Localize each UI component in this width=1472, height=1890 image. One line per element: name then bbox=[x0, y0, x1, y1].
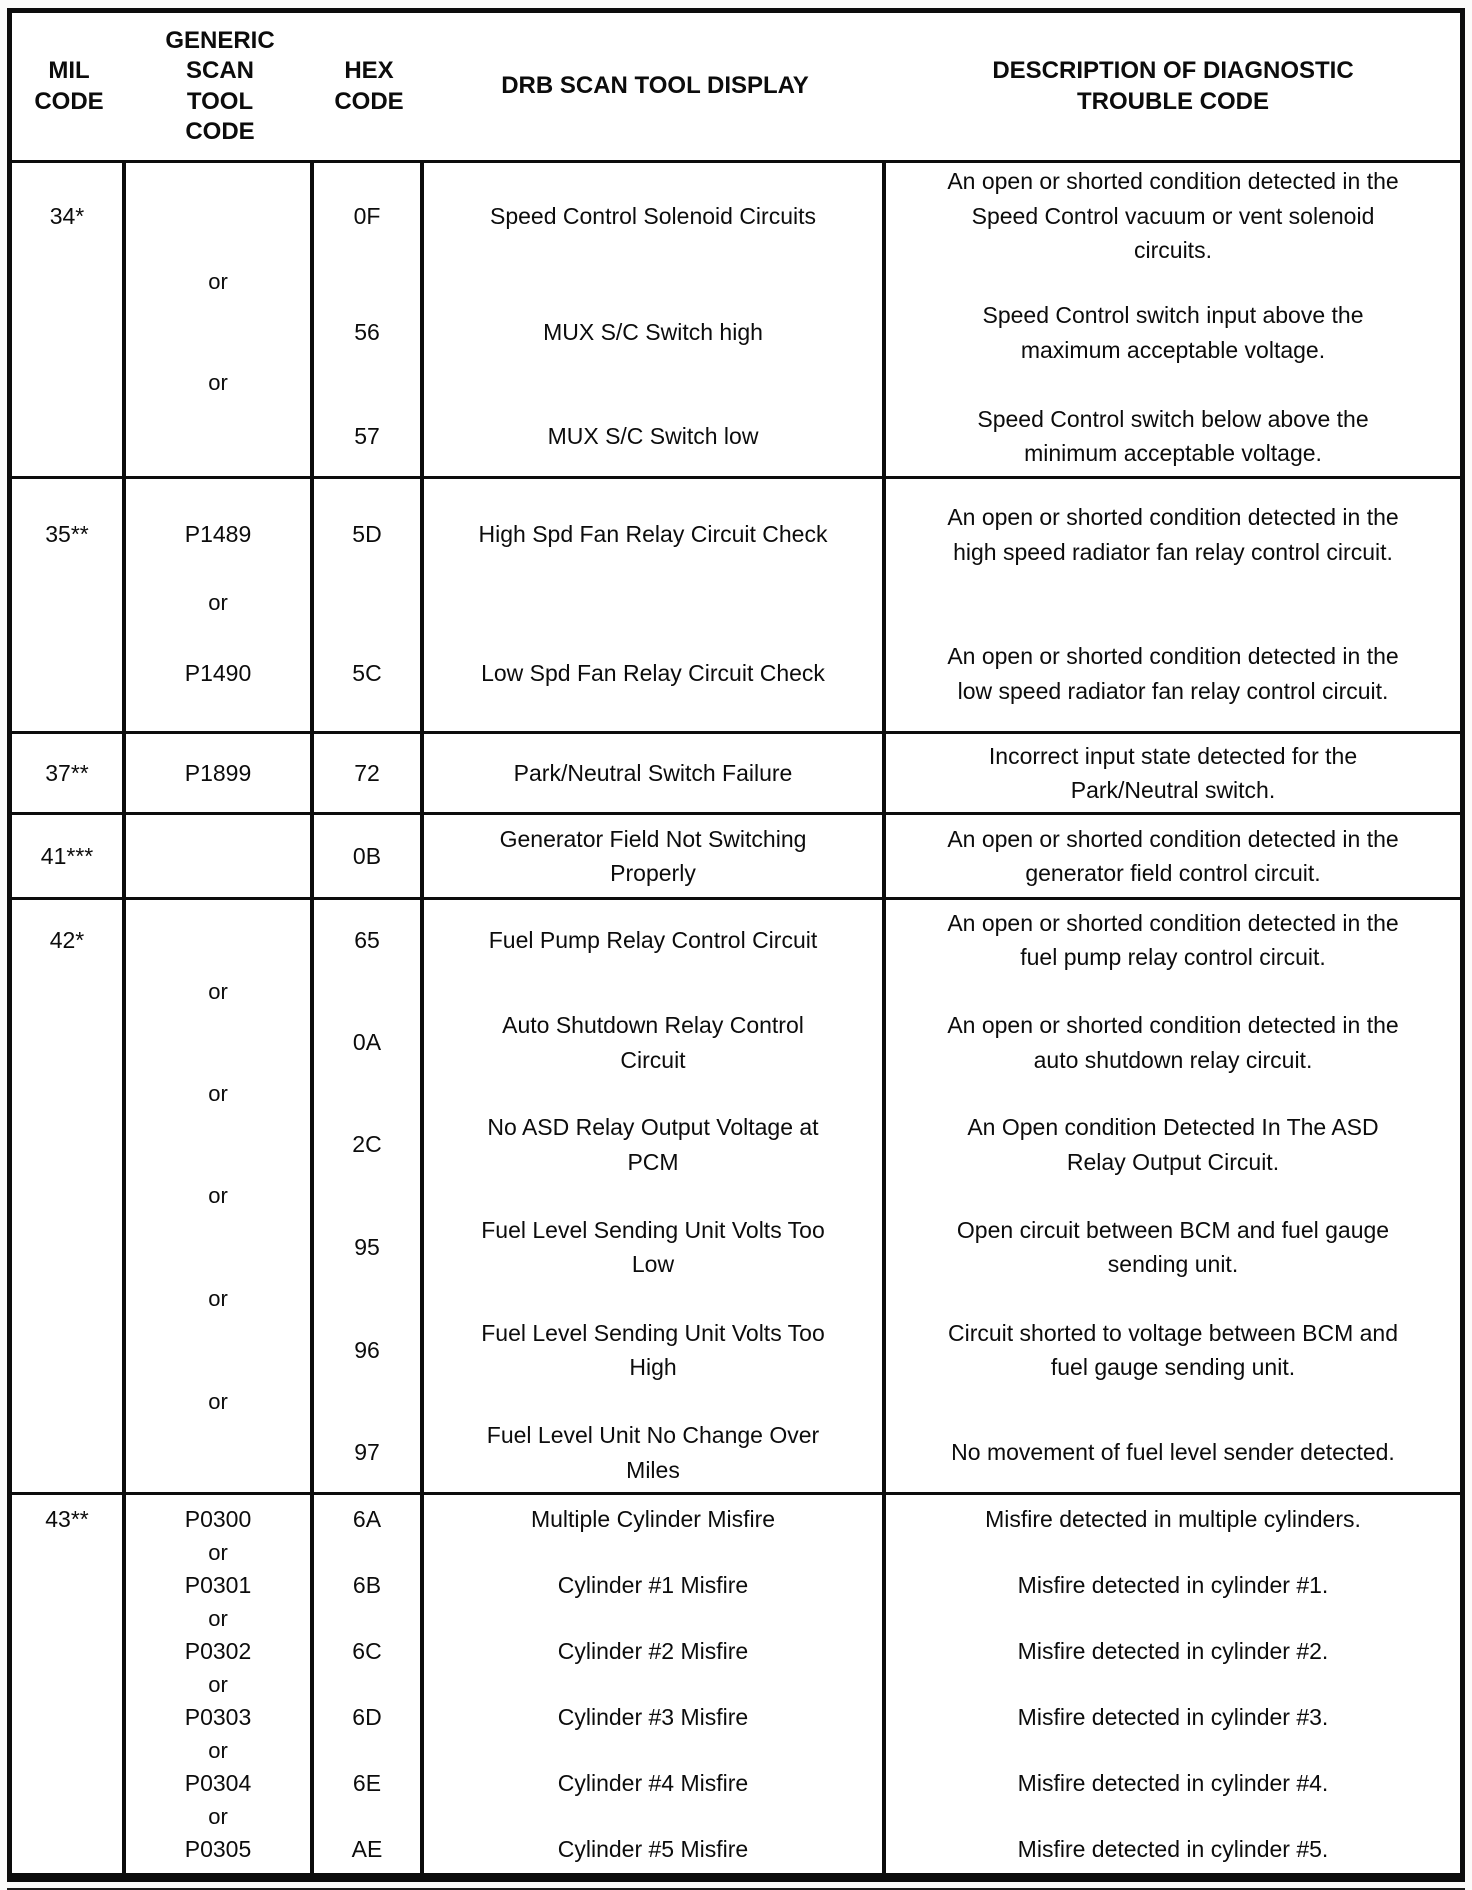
generic-scan-tool-code: P1899 bbox=[184, 759, 252, 786]
hex-code: 5D bbox=[352, 521, 382, 548]
spacer-cell bbox=[314, 1742, 420, 1759]
spacer-cell bbox=[314, 1184, 420, 1207]
spacer-cell bbox=[12, 1082, 122, 1105]
spacer-cell bbox=[12, 980, 122, 1003]
drb-display: Cylinder #2 Misfire bbox=[557, 1638, 749, 1665]
spacer-cell bbox=[314, 370, 420, 396]
drb-display: Park/Neutral Switch Failure bbox=[513, 759, 793, 786]
spacer-cell bbox=[12, 1413, 122, 1492]
generic-code-column bbox=[126, 815, 314, 897]
dtc-description: Misfire detected in multiple cylinders. bbox=[985, 1506, 1361, 1533]
spacer-cell bbox=[886, 1287, 1460, 1310]
spacer-cell bbox=[424, 980, 882, 1003]
hex-code: 2C bbox=[352, 1131, 382, 1158]
hex-code: 6D bbox=[352, 1704, 382, 1731]
dtc-description: An open or shorted condition detected in the generator field control circuit. bbox=[947, 825, 1399, 886]
generic-code-column bbox=[126, 479, 314, 731]
dtc-description: Misfire detected in cylinder #1. bbox=[1017, 1572, 1329, 1599]
spacer-cell bbox=[12, 269, 122, 295]
hex-code: 6A bbox=[352, 1506, 382, 1533]
mil-code-column bbox=[12, 900, 126, 1492]
drb-display-column bbox=[424, 479, 886, 731]
spacer-cell bbox=[12, 1627, 122, 1676]
generic-code-column bbox=[126, 1495, 314, 1873]
column-header-description: DESCRIPTION OF DIAGNOSTIC TROUBLE CODE bbox=[992, 57, 1354, 115]
drb-display: Fuel Level Sending Unit Volts Too Low bbox=[481, 1216, 825, 1277]
spacer-cell bbox=[886, 1544, 1460, 1561]
generic-scan-tool-code: P0305 bbox=[184, 1835, 252, 1862]
mil-code: 42* bbox=[49, 926, 85, 953]
spacer-cell bbox=[424, 1390, 882, 1413]
spacer-cell bbox=[886, 1184, 1460, 1207]
description-column bbox=[886, 900, 1460, 1492]
diagnostic-trouble-code-table bbox=[7, 8, 1465, 1882]
dtc-description: Incorrect input state detected for the Park/Neutral switch. bbox=[988, 742, 1358, 803]
hex-code: 96 bbox=[354, 1336, 380, 1363]
dtc-description: Circuit shorted to voltage between BCM and fuel gauge sending unit. bbox=[947, 1319, 1399, 1380]
generic-code-column bbox=[126, 163, 314, 476]
spacer-cell bbox=[12, 1390, 122, 1413]
hex-code: 57 bbox=[354, 422, 380, 449]
dtc-description: Misfire detected in cylinder #5. bbox=[1017, 1835, 1329, 1862]
spacer-cell bbox=[314, 590, 420, 616]
column-header-mil-code: MIL CODE bbox=[34, 57, 104, 115]
spacer-cell bbox=[126, 815, 310, 897]
spacer-cell bbox=[314, 980, 420, 1003]
spacer-cell bbox=[886, 1390, 1460, 1413]
dtc-description: An open or shorted condition detected in the high speed radiator fan relay control circuit. bbox=[947, 504, 1399, 565]
or-label: or bbox=[208, 1388, 228, 1414]
spacer-cell bbox=[12, 1003, 122, 1082]
spacer-cell bbox=[886, 980, 1460, 1003]
spacer-cell bbox=[12, 1561, 122, 1610]
drb-display: MUX S/C Switch high bbox=[543, 319, 763, 346]
table-block bbox=[12, 1495, 1460, 1873]
spacer-cell bbox=[886, 269, 1460, 295]
drb-display-column bbox=[424, 163, 886, 476]
table-block bbox=[12, 900, 1460, 1495]
mil-code: 34* bbox=[49, 202, 85, 229]
spacer-cell bbox=[126, 900, 310, 980]
or-label: or bbox=[208, 590, 228, 615]
description-column bbox=[886, 1495, 1460, 1873]
spacer-cell bbox=[126, 1310, 310, 1390]
spacer-cell bbox=[424, 269, 882, 295]
table-header-row bbox=[12, 13, 1460, 163]
spacer-cell bbox=[314, 1610, 420, 1627]
spacer-cell bbox=[12, 590, 122, 616]
hex-code: 65 bbox=[354, 926, 380, 953]
spacer-cell bbox=[424, 1287, 882, 1310]
generic-scan-tool-code: P0304 bbox=[184, 1770, 252, 1797]
spacer-cell bbox=[314, 1082, 420, 1105]
spacer-cell bbox=[886, 1676, 1460, 1693]
spacer-cell bbox=[314, 269, 420, 295]
table-block bbox=[12, 479, 1460, 734]
drb-display: Auto Shutdown Relay Control Circuit bbox=[502, 1012, 804, 1073]
spacer-cell bbox=[126, 1003, 310, 1082]
or-label: or bbox=[208, 1285, 228, 1311]
generic-scan-tool-code: P0300 bbox=[184, 1506, 252, 1533]
spacer-cell bbox=[424, 370, 882, 396]
spacer-cell bbox=[126, 163, 310, 269]
drb-display: Cylinder #3 Misfire bbox=[557, 1704, 749, 1731]
spacer-cell bbox=[12, 616, 122, 731]
spacer-cell bbox=[314, 1544, 420, 1561]
generic-code-column bbox=[126, 900, 314, 1492]
hex-code: 0F bbox=[353, 202, 381, 229]
hex-code: AE bbox=[351, 1835, 383, 1862]
spacer-cell bbox=[12, 1105, 122, 1184]
spacer-cell bbox=[314, 1390, 420, 1413]
drb-display: Fuel Level Unit No Change Over Miles bbox=[486, 1422, 820, 1483]
dtc-description: An open or shorted condition detected in the fuel pump relay control circuit. bbox=[947, 909, 1399, 970]
spacer-cell bbox=[12, 1544, 122, 1561]
mil-code-column bbox=[12, 163, 126, 476]
or-label: or bbox=[208, 1080, 228, 1106]
hex-code: 72 bbox=[354, 759, 380, 786]
drb-display: Fuel Pump Relay Control Circuit bbox=[488, 926, 818, 953]
spacer-cell bbox=[886, 1610, 1460, 1627]
or-label: or bbox=[208, 1671, 228, 1697]
spacer-cell bbox=[12, 370, 122, 396]
hex-code: 6C bbox=[352, 1638, 382, 1665]
hex-code: 56 bbox=[354, 319, 380, 346]
column-header-hex-code: HEX CODE bbox=[334, 57, 404, 115]
table-block bbox=[12, 815, 1460, 900]
mil-code: 41*** bbox=[40, 842, 94, 869]
hex-code: 0A bbox=[352, 1029, 382, 1056]
drb-display-column bbox=[424, 900, 886, 1492]
column-header-drb-scan-tool-display: DRB SCAN TOOL DISPLAY bbox=[501, 72, 809, 100]
spacer-cell bbox=[12, 1610, 122, 1627]
hex-code: 97 bbox=[354, 1439, 380, 1466]
hex-code-column bbox=[314, 479, 424, 731]
generic-code-column bbox=[126, 734, 314, 812]
hex-code-column bbox=[314, 900, 424, 1492]
spacer-cell bbox=[424, 1184, 882, 1207]
dtc-description: An open or shorted condition detected in the Speed Control vacuum or vent solenoid circuits. bbox=[947, 168, 1399, 264]
spacer-cell bbox=[12, 1808, 122, 1825]
generic-scan-tool-code: P0303 bbox=[184, 1704, 252, 1731]
mil-code: 35** bbox=[45, 521, 89, 548]
generic-scan-tool-code: P0301 bbox=[184, 1572, 252, 1599]
spacer-cell bbox=[424, 1808, 882, 1825]
spacer-cell bbox=[12, 1184, 122, 1207]
spacer-cell bbox=[12, 295, 122, 370]
spacer-cell bbox=[12, 1759, 122, 1808]
generic-scan-tool-code: P1490 bbox=[184, 660, 252, 687]
drb-display: Fuel Level Sending Unit Volts Too High bbox=[481, 1319, 825, 1380]
generic-scan-tool-code: P0302 bbox=[184, 1638, 252, 1665]
spacer-cell bbox=[126, 295, 310, 370]
or-label: or bbox=[208, 1803, 228, 1829]
dtc-description: Misfire detected in cylinder #4. bbox=[1017, 1770, 1329, 1797]
or-label: or bbox=[208, 1182, 228, 1208]
drb-display: Generator Field Not Switching Properly bbox=[499, 825, 807, 886]
hex-code-column bbox=[314, 734, 424, 812]
spacer-cell bbox=[12, 1825, 122, 1873]
spacer-cell bbox=[886, 590, 1460, 616]
spacer-cell bbox=[886, 370, 1460, 396]
drb-display: Low Spd Fan Relay Circuit Check bbox=[481, 660, 825, 687]
mil-code: 37** bbox=[45, 759, 89, 786]
spacer-cell bbox=[126, 396, 310, 476]
or-label: or bbox=[208, 1539, 228, 1565]
dtc-description: Misfire detected in cylinder #2. bbox=[1017, 1638, 1329, 1665]
mil-code-column bbox=[12, 479, 126, 731]
dtc-description: An open or shorted condition detected in the low speed radiator fan relay control circuit. bbox=[947, 643, 1399, 704]
spacer-cell bbox=[12, 1310, 122, 1390]
or-label: or bbox=[208, 978, 228, 1004]
spacer-cell bbox=[886, 1082, 1460, 1105]
dtc-description: Speed Control switch input above the maximum acceptable voltage. bbox=[982, 302, 1364, 363]
hex-code-column bbox=[314, 815, 424, 897]
spacer-cell bbox=[12, 396, 122, 476]
spacer-cell bbox=[12, 1207, 122, 1287]
column-header-generic-scan-tool-code: GENERIC SCAN TOOL CODE bbox=[165, 26, 275, 145]
mil-code-column bbox=[12, 815, 126, 897]
spacer-cell bbox=[12, 1742, 122, 1759]
spacer-cell bbox=[424, 1082, 882, 1105]
mil-code: 43** bbox=[45, 1506, 89, 1533]
or-label: or bbox=[208, 370, 228, 395]
hex-code: 5C bbox=[352, 660, 382, 687]
dtc-description: An open or shorted condition detected in the auto shutdown relay circuit. bbox=[947, 1012, 1399, 1073]
drb-display: Cylinder #5 Misfire bbox=[557, 1835, 749, 1862]
drb-display: High Spd Fan Relay Circuit Check bbox=[478, 521, 828, 548]
spacer-cell bbox=[886, 1808, 1460, 1825]
dtc-description: An Open condition Detected In The ASD Relay Output Circuit. bbox=[967, 1114, 1379, 1175]
drb-display-column bbox=[424, 734, 886, 812]
hex-code: 0B bbox=[352, 842, 382, 869]
spacer-cell bbox=[424, 590, 882, 616]
description-column bbox=[886, 734, 1460, 812]
drb-display: MUX S/C Switch low bbox=[547, 422, 759, 449]
generic-scan-tool-code: P1489 bbox=[184, 521, 252, 548]
drb-display: Cylinder #4 Misfire bbox=[557, 1770, 749, 1797]
dtc-description: Misfire detected in cylinder #3. bbox=[1017, 1704, 1329, 1731]
description-column bbox=[886, 163, 1460, 476]
spacer-cell bbox=[12, 1693, 122, 1742]
drb-display: Multiple Cylinder Misfire bbox=[530, 1506, 776, 1533]
hex-code: 95 bbox=[354, 1233, 380, 1260]
table-block bbox=[12, 734, 1460, 815]
spacer-cell bbox=[886, 1742, 1460, 1759]
dtc-description: Speed Control switch below above the minimum acceptable voltage. bbox=[977, 405, 1369, 466]
drb-display-column bbox=[424, 815, 886, 897]
dtc-description: Open circuit between BCM and fuel gauge sending unit. bbox=[956, 1216, 1390, 1277]
or-label: or bbox=[208, 269, 228, 294]
spacer-cell bbox=[314, 1287, 420, 1310]
spacer-cell bbox=[126, 1207, 310, 1287]
spacer-cell bbox=[314, 1808, 420, 1825]
hex-code: 6E bbox=[352, 1770, 382, 1797]
description-column bbox=[886, 479, 1460, 731]
mil-code-column bbox=[12, 1495, 126, 1873]
spacer-cell bbox=[314, 1676, 420, 1693]
spacer-cell bbox=[126, 1413, 310, 1492]
table-block bbox=[12, 163, 1460, 479]
or-label: or bbox=[208, 1605, 228, 1631]
hex-code: 6B bbox=[352, 1572, 382, 1599]
drb-display: Speed Control Solenoid Circuits bbox=[489, 202, 816, 229]
spacer-cell bbox=[424, 1676, 882, 1693]
spacer-cell bbox=[12, 1676, 122, 1693]
spacer-cell bbox=[12, 1287, 122, 1310]
spacer-cell bbox=[424, 1610, 882, 1627]
drb-display: No ASD Relay Output Voltage at PCM bbox=[487, 1114, 819, 1175]
drb-display: Cylinder #1 Misfire bbox=[557, 1572, 749, 1599]
drb-display-column bbox=[424, 1495, 886, 1873]
spacer-cell bbox=[126, 1105, 310, 1184]
hex-code-column bbox=[314, 1495, 424, 1873]
hex-code-column bbox=[314, 163, 424, 476]
spacer-cell bbox=[424, 1544, 882, 1561]
mil-code-column bbox=[12, 734, 126, 812]
spacer-cell bbox=[424, 1742, 882, 1759]
or-label: or bbox=[208, 1737, 228, 1763]
dtc-description: No movement of fuel level sender detected. bbox=[951, 1439, 1395, 1466]
table-body bbox=[12, 163, 1460, 1873]
description-column bbox=[886, 815, 1460, 897]
